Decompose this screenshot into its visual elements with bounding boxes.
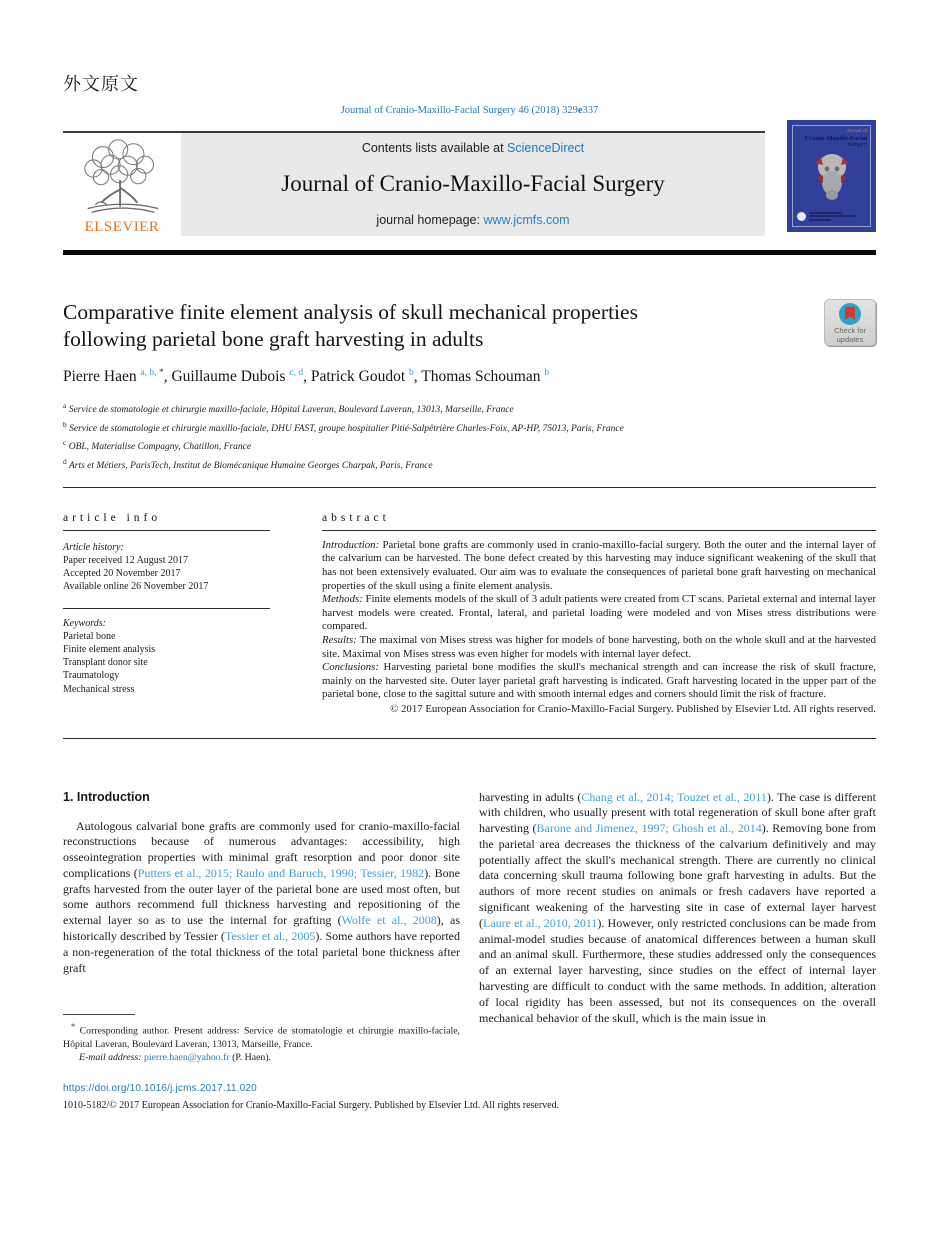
keyword: Transplant donor site: [63, 657, 148, 669]
author-line: [63, 368, 876, 386]
corresponding-author-star[interactable]: *: [158, 368, 164, 378]
contents-line: [185, 141, 761, 155]
article-history-label: Article history:: [63, 541, 124, 553]
page-tag-cjk: 外文原文: [63, 74, 139, 95]
abstract-label-conclusions: Conclusions:: [322, 661, 379, 674]
keyword: Mechanical stress: [63, 683, 135, 695]
elsevier-tree-icon: [74, 138, 170, 220]
elsevier-logo: [63, 133, 181, 236]
homepage-link[interactable]: www.jcmfs.com: [483, 213, 570, 227]
check-for-updates-label: Check for updates: [833, 326, 867, 344]
body-text: ). However, only restricted conclusions can be made from animal-model studies because of anatomical differences between a human skull and an animal skull. Furthermore, these studies addressed only the consequences of an external layer harvesting, since studies on the effect of internal layer harvesting are difficult to conduct with the same methods. In addition, alteration of local rigidity has been assessed, but not its consequences on the overall mechanical behavior of the skull, which is the main issue in: [479, 915, 876, 1025]
abstract-label-results: Results:: [322, 633, 357, 646]
article-history-block: [63, 541, 270, 594]
running-head-citation: [63, 105, 876, 116]
author-name: Pierre Haen: [63, 368, 141, 386]
masthead-bottom-rule: [63, 250, 876, 255]
issn-copyright-line: 1010-5182/© 2017 European Association for Cranio-Maxillo-Facial Surgery. Published by Elsevier Ltd. All rights reserved.: [63, 1099, 560, 1111]
footnote-text: Corresponding author. Present address: Service de stomatologie et chirurgie maxillo-faciale, Hôpital Laveran, Boulevard Laveran, 13013, Marseille, France.: [63, 1025, 460, 1050]
abstract-copyright: © 2017 European Association for Cranio-Maxillo-Facial Surgery. Published by Elsevier Ltd. All rights reserved.: [390, 702, 876, 715]
doi-link[interactable]: https://doi.org/10.1016/j.jcms.2017.11.020: [63, 1082, 257, 1094]
journal-masthead: [63, 131, 876, 243]
body-text: harvesting in adults (: [479, 789, 582, 804]
affiliations-block: [63, 399, 876, 474]
email-label: E-mail address:: [79, 1051, 144, 1063]
affil-sup-c: c: [63, 438, 67, 448]
citation-prefix: Journal of Cranio-Maxillo-Facial Surgery 46 (2018) 329: [340, 105, 578, 116]
cover-skull-image: [809, 149, 855, 201]
journal-cover-thumbnail: [787, 120, 876, 232]
affiliation-b: [63, 418, 876, 437]
abstract-bottom-rule: [63, 738, 876, 739]
body-left-column: [63, 790, 460, 1064]
author-affil-sup[interactable]: a, b,: [140, 368, 159, 378]
affil-sup-b: b: [63, 419, 67, 429]
history-received: Paper received 12 August 2017: [63, 554, 188, 566]
cover-title-line3: Surgery: [848, 142, 867, 149]
author-name: , Thomas Schouman: [413, 368, 545, 386]
abstract-text-conclusions: Harvesting parietal bone modifies the skull's mechanical strength and can increase the risk of skull fracture, mainly on the harvested site. Outer layer parietal graft harvesting is indicated. Graft harvesting located in the upper part of the parietal bone, close to the sagittal suture and with smooth internal edges and corners should limit the risk of fracture.: [322, 661, 876, 701]
email-link[interactable]: pierre.haen@yahoo.fr: [143, 1051, 230, 1063]
cover-title-line1: Journal of: [846, 129, 867, 134]
citation-link-wolfe[interactable]: Wolfe et al., 2008: [341, 913, 437, 928]
cover-society-logo: [797, 212, 806, 221]
citation-dash: e: [577, 105, 583, 116]
homepage-label: journal homepage:: [376, 213, 484, 227]
affil-text-a: Service de stomatologie et chirurgie maxillo-faciale, Hôpital Laveran, Boulevard Laveran, 13013, Marseille, France: [66, 405, 514, 416]
check-for-updates-badge[interactable]: [824, 299, 876, 346]
article-info-column: [63, 512, 270, 717]
title-row: [63, 299, 876, 353]
body-right-column: [479, 790, 876, 1064]
citation-link-putters[interactable]: Putters et al., 2015; Raulo and Baruch, 1990; Tessier, 1982: [137, 865, 425, 880]
abstract-text-introduction: Parietal bone grafts are commonly used in cranio-maxillo-facial surgery. Both the outer and the internal layer of the calvarium can be harvested. The bone defect created by this harvesting may induce significant weakening of the skull that has not been extensively evaluated. Our aim was to evaluate the consequences of parietal bone graft harvesting on mechanical properties of the skull using a finite element analysis.: [322, 538, 876, 592]
body-text: ). The case is different with children, who usually present with total regeneration of skull bone after graft harvesting (: [479, 789, 877, 836]
abstract-methods: [322, 593, 876, 634]
abstract-results: [322, 634, 876, 661]
keywords-label: Keywords:: [63, 617, 106, 629]
citation-link-barone[interactable]: Barone and Jimenez, 1997; Ghosh et al., 2014: [536, 821, 762, 836]
article-title: [63, 299, 638, 353]
article-title-line1: Comparative finite element analysis of skull mechanical properties: [63, 300, 638, 324]
masthead-left: [63, 131, 765, 236]
article-info-heading: article info: [63, 511, 162, 524]
keyword: Parietal bone: [63, 630, 116, 642]
abstract-introduction: [322, 539, 876, 593]
abstract-text-results: The maximal von Mises stress was higher for models of bone harvesting, both on the whole skull and at the harvested site. Maximal von Mises stress was even higher for models with internal layer defect.: [322, 633, 876, 660]
abstract-column: [322, 512, 876, 717]
crossmark-icon: [839, 303, 861, 325]
affiliation-d: [63, 455, 876, 474]
body-text: ). Removing bone from the parietal area decreases the thickness of the calvarium definitively and may potentially affect the skull's mechanical strength. There are currently no clinical data concerning skull trauma following bone graft harvesting in adults. But the authors of more recent studies on animals or fresh cadavers have reported a significant weakening of the harvesting site in case of external layer harvest (: [479, 821, 877, 930]
intro-paragraph-left: [63, 819, 460, 977]
cover-publisher-mark: [797, 212, 855, 223]
affil-text-b: Service de stomatologie et chirurgie maxillo-faciale, DHU FAST, groupe hospitalier Pitié-Salpêtrière Charles-Foix, AP-HP, 75013, Paris, France: [66, 423, 624, 434]
article-title-line2: following parietal bone graft harvesting in adults: [63, 327, 484, 351]
intro-paragraph-right: [479, 790, 876, 1027]
email-note: [63, 1051, 460, 1064]
journal-cover-inner: [792, 125, 871, 227]
journal-title: Journal of Cranio-Maxillo-Facial Surgery: [281, 171, 665, 196]
history-online: Available online 26 November 2017: [63, 581, 209, 593]
homepage-line: [185, 213, 761, 227]
affiliation-a: [63, 399, 876, 418]
article-body: [63, 790, 876, 1064]
page-footer: [63, 1078, 876, 1111]
info-abstract-section: [63, 512, 876, 717]
abstract-conclusions: [322, 661, 876, 702]
citation-link-chang[interactable]: Chang et al., 2014; Touzet et al., 2011: [581, 789, 767, 804]
affil-text-d: Arts et Métiers, ParisTech, Institut de Biomécanique Humaine Georges Charpak, Paris, France: [66, 461, 433, 472]
abstract-label-methods: Methods:: [322, 593, 363, 606]
footnote-star: *: [71, 1022, 76, 1032]
contents-text: Contents lists available at: [361, 141, 508, 155]
journal-banner: [181, 133, 765, 236]
sciencedirect-link[interactable]: ScienceDirect: [507, 141, 585, 155]
abstract-text-methods: Finite elements models of the skull of 3 adult patients were created from CT scans. Parietal external and internal layer harvest models were created. Frontal, lateral, and parietal loading were modeled and von Mises stress distributions were compared.: [322, 593, 876, 633]
cover-title-line2: Cranio-Maxillo-Facial: [804, 134, 867, 142]
body-text: ), as historically described by Tessier (: [63, 913, 461, 944]
footnote-block: [63, 1020, 460, 1063]
body-text: Autologous calvarial bone grafts are commonly used for cranio-maxillo-facial reconstructions because of numerous advantages: accessibility, high osseointegration properties with minimal graft resorption and poor donor site complications (: [63, 818, 460, 880]
elsevier-wordmark: ELSEVIER: [84, 219, 160, 235]
footnote-rule: [63, 1014, 135, 1015]
section-heading-introduction: 1. Introduction: [63, 789, 150, 804]
citation-link-tessier[interactable]: Tessier et al., 2005: [224, 929, 316, 944]
cover-foot-text: [809, 212, 855, 223]
abstract-heading: abstract: [322, 511, 390, 524]
keywords-rule: [63, 608, 270, 609]
affil-sup-a: a: [63, 401, 67, 411]
affil-sup-d: d: [63, 457, 67, 467]
author-affil-sup[interactable]: b: [544, 368, 550, 378]
author-affil-sup[interactable]: b: [409, 368, 414, 378]
author-name: , Guillaume Dubois: [163, 368, 290, 386]
corresponding-author-note: [63, 1020, 460, 1050]
email-suffix: (P. Haen).: [229, 1051, 272, 1063]
citation-link-laure[interactable]: Laure et al., 2010, 2011: [483, 915, 598, 930]
citation-suffix: 337: [582, 105, 599, 116]
affil-text-c: OBL, Materialise Compagny, Chatillon, France: [66, 442, 252, 453]
body-text: ). Some authors have reported a non-regeneration of the total thickness of the total parietal bone thickness after graft: [63, 929, 461, 975]
abstract-label-introduction: Introduction:: [322, 538, 380, 551]
keyword: Traumatology: [63, 670, 120, 682]
keywords-block: [63, 617, 270, 696]
history-accepted: Accepted 20 November 2017: [63, 568, 181, 580]
author-affil-sup[interactable]: c, d: [289, 368, 304, 378]
affiliation-c: [63, 436, 876, 455]
body-text: ). Bone grafts harvested from the outer layer of the parietal bone are used most often, but some authors recommend full thickness harvesting and repositioning of the external layer so as to use the internal for grafting (: [63, 865, 460, 928]
article-info-rule: [63, 530, 270, 531]
affiliations-rule: [63, 487, 876, 488]
abstract-rule: [322, 530, 876, 531]
cover-title: [796, 129, 867, 149]
keyword: Finite element analysis: [63, 644, 156, 655]
author-name: , Patrick Goudot: [303, 368, 410, 386]
